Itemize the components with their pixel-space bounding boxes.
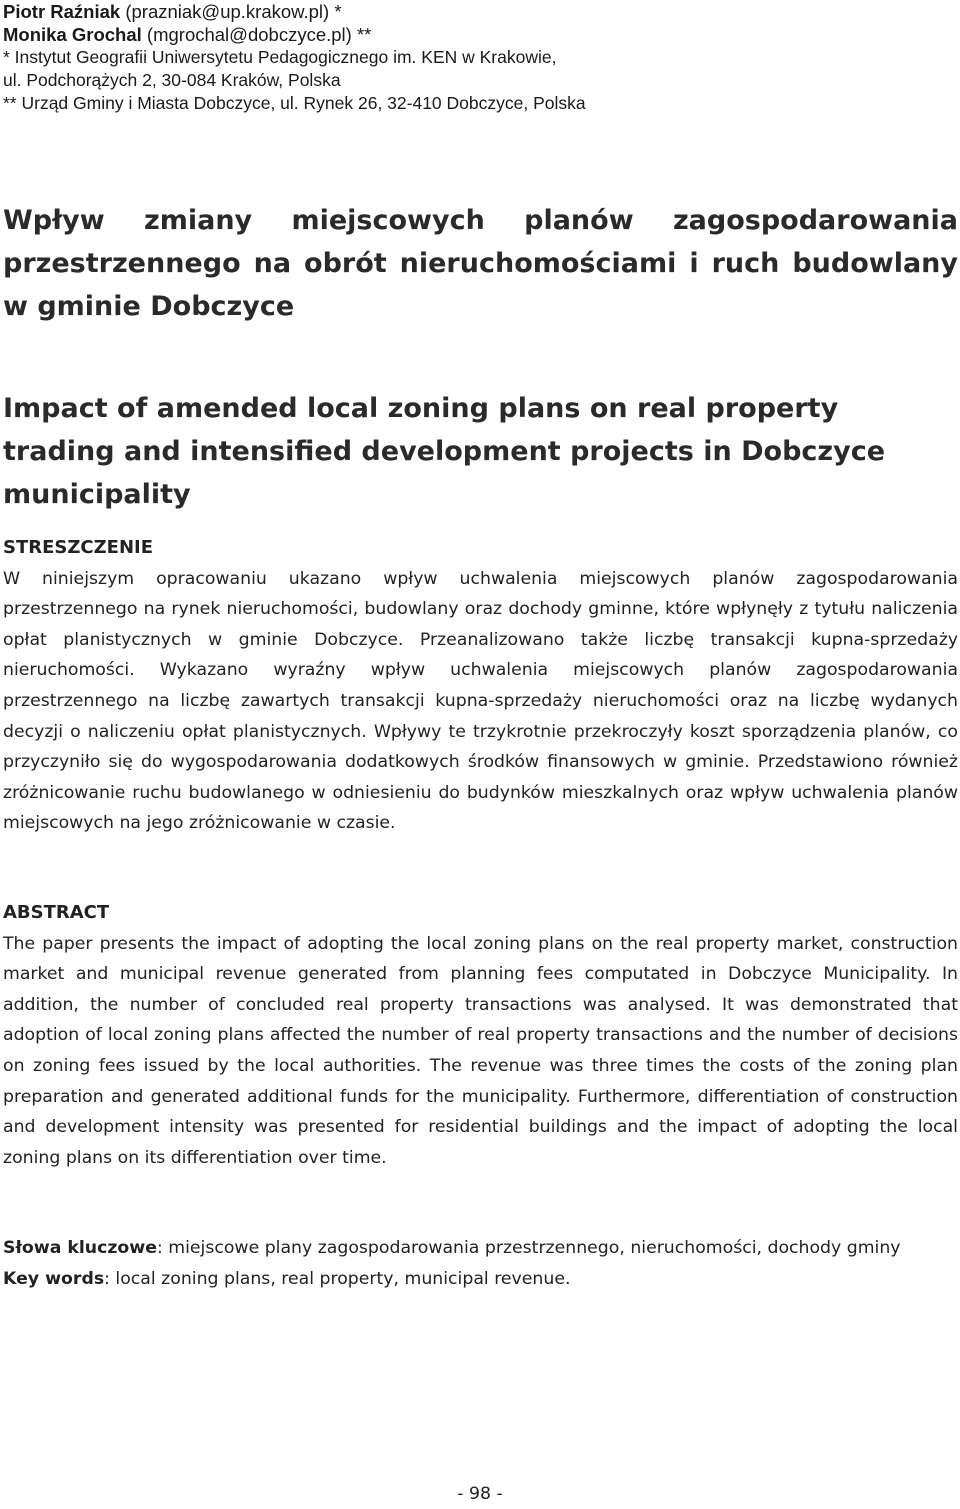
keywords-polish-label: Słowa kluczowe <box>3 1238 157 1258</box>
author-block <box>3 0 958 115</box>
abstract-text: The paper presents the impact of adopting the local zoning plans on the real property market, construction market and municipal revenue generated from planning fees computated in Dobczyce Municipality. In addition, the number of concluded real property transactions was analysed. It was demonstrated that adoption of local zoning plans affected the number of real property transactions and the number of decisions on zoning fees issued by the local authorities. The revenue was three times the costs of the zoning plan preparation and generated additional funds for the municipality. Furthermore, differentiation of construction and development intensity was presented for residential buildings and the impact of adopting the local zoning plans on its differentiation over time. <box>3 933 958 1168</box>
page-number: - 98 - <box>457 1484 503 1504</box>
author-line <box>3 23 958 46</box>
title-polish: Wpływ zmiany miejscowych planów zagospodarowania przestrzennego na obrót nieruchomościami i ruch budowlany w gminie Dobczyce <box>3 205 958 322</box>
title-english: Impact of amended local zoning plans on real property trading and intensified development projects in Dobczyce municipality <box>3 393 886 510</box>
keywords-english-label: Key words <box>3 1268 105 1289</box>
affiliation-line: ** Urząd Gminy i Miasta Dobczyce, ul. Rynek 26, 32-410 Dobczyce, Polska <box>3 93 586 113</box>
affiliation-line: * Instytut Geografii Uniwersytetu Pedagogicznego im. KEN w Krakowie, <box>3 47 557 67</box>
affiliation-line: ul. Podchorążych 2, 30-084 Kraków, Polska <box>3 70 341 90</box>
author-line <box>3 0 958 23</box>
streszczenie-text: W niniejszym opracowaniu ukazano wpływ uchwalenia miejscowych planów zagospodarowania przestrzennego na rynek nieruchomości, budowlany oraz dochody gminne, które wpłynęły z tytułu naliczenia opłat planistycznych w gminie Dobczyce. Przeanalizowano także liczbę transakcji kupna-sprzedaży nieruchomości. Wykazano wyraźny wpływ uchwalenia miejscowych planów zagospodarowania przestrzennego na liczbę zawartych transakcji kupna-sprzedaży nieruchomości oraz na liczbę wydanych decyzji o naliczeniu opłat planistycznych. Wpływy te trzykrotnie przekroczyły koszt sporządzenia planów, co przyczyniło się do wygospodarowania dodatkowych środków finansowych w gminie. Przedstawiono również zróżnicowanie ruchu budowlanego w odniesieniu do budynków mieszkalnych oraz wpływ uchwalenia planów miejscowych na jego zróżnicowanie w czasie. <box>3 568 958 834</box>
author-name: Monika Grochal <box>3 24 142 45</box>
author-contact: (mgrochal@dobczyce.pl) ** <box>141 24 372 45</box>
abstract-section <box>3 898 958 1173</box>
author-name: Piotr Raźniak <box>3 1 121 22</box>
abstract-heading: ABSTRACT <box>3 902 110 923</box>
author-contact: (prazniak@up.krakow.pl) * <box>120 1 342 22</box>
keywords-english <box>3 1264 958 1295</box>
keywords-english-text: : local zoning plans, real property, municipal revenue. <box>104 1268 571 1289</box>
keywords-block <box>3 1233 958 1294</box>
paper-page <box>3 0 958 1289</box>
streszczenie-heading: STRESZCZENIE <box>3 537 154 558</box>
keywords-polish-text: : miejscowe plany zagospodarowania przestrzennego, nieruchomości, dochody gminy <box>156 1238 901 1258</box>
streszczenie-section <box>3 533 958 839</box>
keywords-polish <box>3 1233 958 1264</box>
